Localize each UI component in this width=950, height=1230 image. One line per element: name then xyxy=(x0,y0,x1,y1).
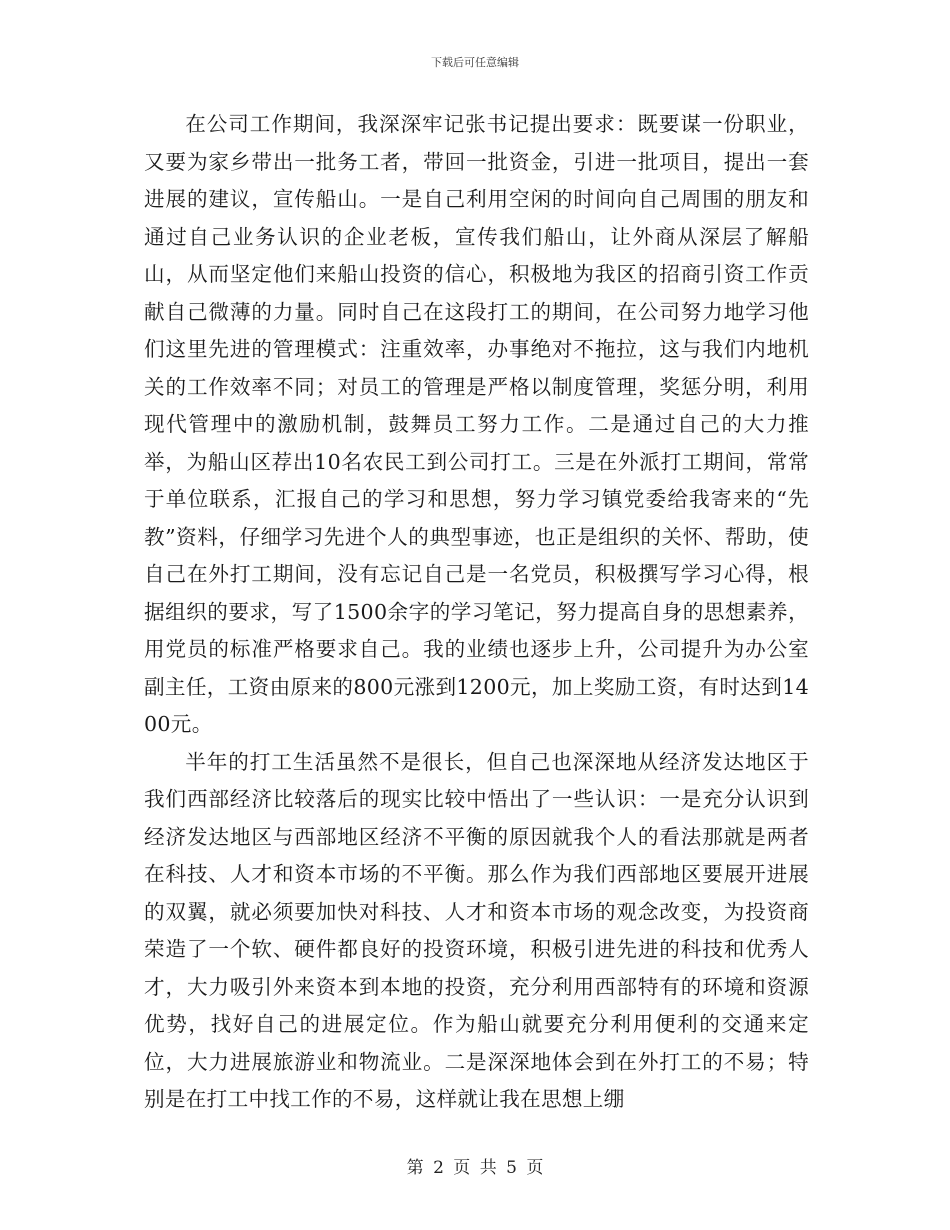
document-body xyxy=(144,106,809,1119)
page-number: 第 2 页 共 5 页 xyxy=(406,1158,544,1178)
paragraph-1: 在公司工作期间，我深深牢记张书记提出要求：既要谋一份职业，又要为家乡带出一批务工者，带回一批资金，引进一批项目，提出一套进展的建议，宣传船山。一是自己利用空闲的时间向自己周围的朋友和通过自己业务认识的企业老板，宣传我们船山，让外商从深层了解船山，从而坚定他们来船山投资的信心，积极地为我区的招商引资工作贡献自己微薄的力量。同时自己在这段打工的期间，在公司努力地学习他们这里先进的管理模式：注重效率，办事绝对不拖拉，这与我们内地机关的工作效率不同；对员工的管理是严格以制度管理，奖惩分明，利用现代管理中的激励机制，鼓舞员工努力工作。二是通过自己的大力推举，为船山区荐出10名农民工到公司打工。三是在外派打工期间，常常于单位联系，汇报自己的学习和思想，努力学习镇党委给我寄来的“先教”资料，仔细学习先进个人的典型事迹，也正是组织的关怀、帮助，使自己在外打工期间，没有忘记自己是一名党员，积极撰写学习心得，根据组织的要求，写了1500余字的学习笔记，努力提高自身的思想素养，用党员的标准严格要求自己。我的业绩也逐步上升，公司提升为办公室副主任，工资由原来的800元涨到1200元，加上奖励工资，有时达到1400元。 xyxy=(144,112,809,736)
paragraph-2: 半年的打工生活虽然不是很长，但自己也深深地从经济发达地区于我们西部经济比较落后的现实比较中悟出了一些认识：一是充分认识到经济发达地区与西部地区经济不平衡的原因就我个人的看法那就是两者在科技、人才和资本市场的不平衡。那么作为我们西部地区要展开进展的双翼，就必须要加快对科技、人才和资本市场的观念改变，为投资商荣造了一个软、硬件都良好的投资环境，积极引进先进的科技和优秀人才，大力吸引外来资本到本地的投资，充分利用西部特有的环境和资源优势，找好自己的进展定位。作为船山就要充分利用便利的交通来定位，大力进展旅游业和物流业。二是深深地体会到在外打工的不易；特别是在打工中找工作的不易，这样就让我在思想上绷 xyxy=(144,749,809,1111)
page-header-note: 下载后可任意编辑 xyxy=(431,56,519,69)
